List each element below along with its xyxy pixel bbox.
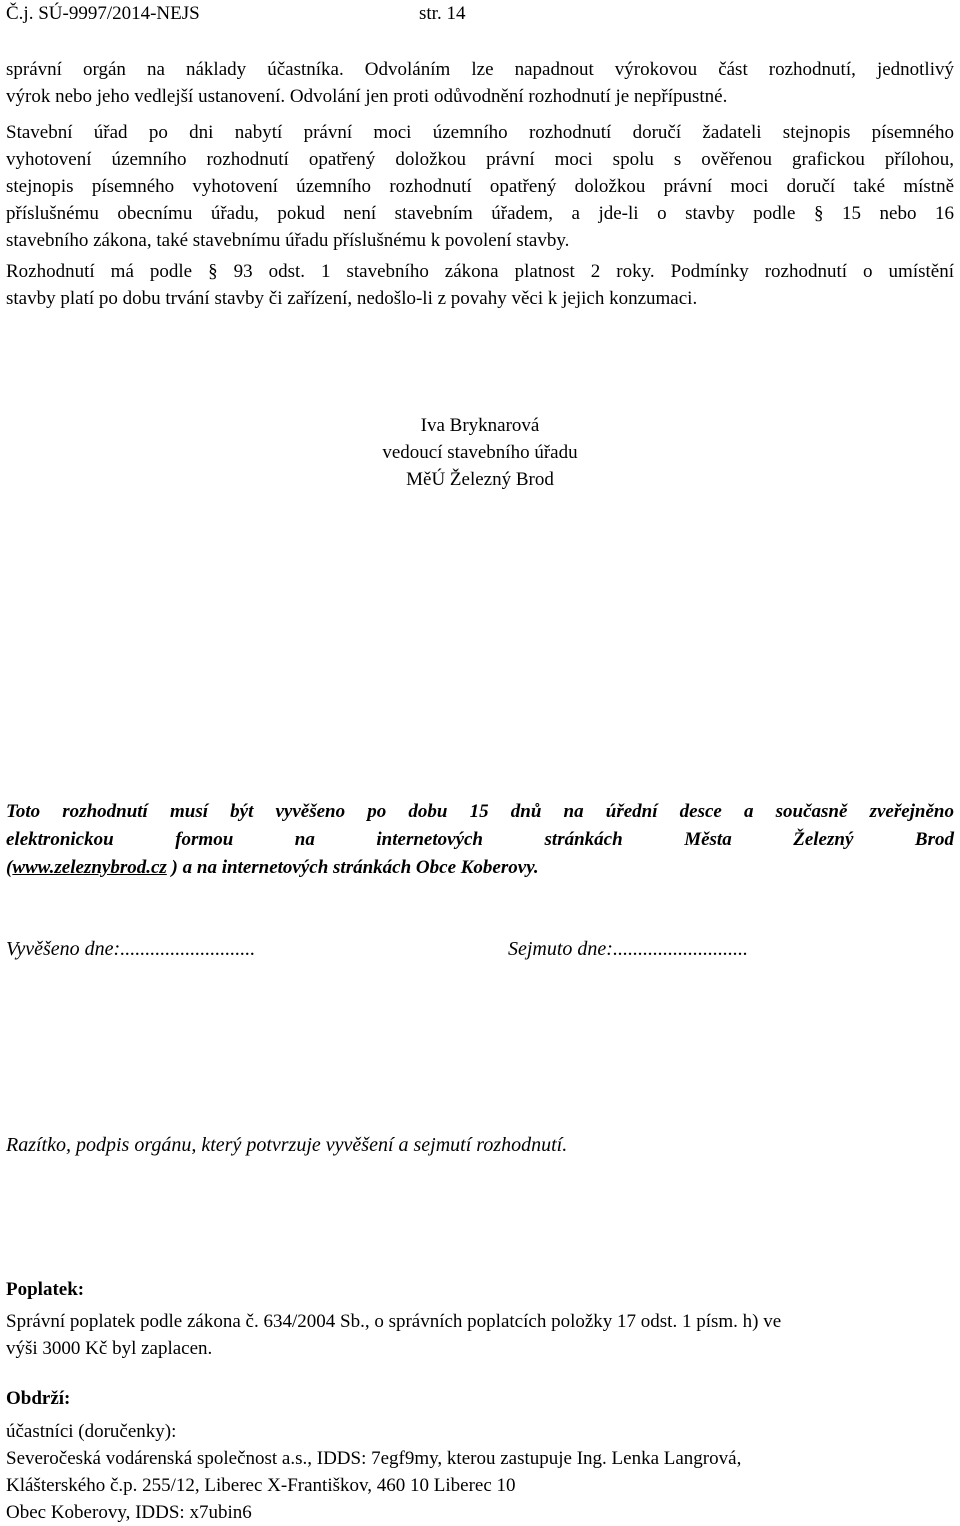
notice-line <box>6 854 954 882</box>
website-link[interactable]: www.zeleznybrod.cz <box>12 857 167 878</box>
text-line: stejnopis písemného vyhotovení územního rozhodnutí opatřený doložkou právní moci doručí také místně <box>6 176 954 197</box>
removed-date-field: Sejmuto dne:........................... <box>508 938 748 960</box>
posted-date-field: Vyvěšeno dne:........................... <box>6 938 256 960</box>
list-item: účastníci (doručenky): <box>6 1421 177 1442</box>
text-line: výrok nebo jeho vedlejší ustanovení. Odvolání jen proti odůvodnění rozhodnutí je nepřípustné. <box>6 86 728 107</box>
text-line: výši 3000 Kč byl zaplacen. <box>6 1338 213 1359</box>
notice-line-rest: ) a na internetových stránkách Obce Koberovy. <box>166 857 539 878</box>
notice-line: elektronickou formou na internetových stránkách Města Železný Brod <box>6 829 954 850</box>
appeal-paragraph <box>6 56 954 110</box>
fee-text <box>6 1308 954 1362</box>
list-item: Klášterského č.p. 255/12, Liberec X-Františkov, 460 10 Liberec 10 <box>6 1475 516 1496</box>
text-line: Stavební úřad po dni nabytí právní moci územního rozhodnutí doručí žadateli stejnopis písemného <box>6 122 954 143</box>
recipients-list <box>6 1418 954 1526</box>
stamp-instruction: Razítko, podpis orgánu, který potvrzuje vyvěšení a sejmutí rozhodnutí. <box>6 1134 568 1156</box>
notice-line: Toto rozhodnutí musí být vyvěšeno po dobu 15 dnů na úřední desce a současně zveřejněno <box>6 801 954 822</box>
text-line: stavebního zákona, také stavebnímu úřadu příslušnému k povolení stavby. <box>6 230 570 251</box>
list-item: Severočeská vodárenská společnost a.s., IDDS: 7egf9my, kterou zastupuje Ing. Lenka Langrová, <box>6 1448 742 1469</box>
signatory-office: MěÚ Železný Brod <box>406 469 554 490</box>
validity-paragraph <box>6 258 954 312</box>
list-item: Obec Koberovy, IDDS: x7ubin6 <box>6 1502 252 1523</box>
signatory-name: Iva Bryknarová <box>420 415 540 436</box>
text-line: vyhotovení územního rozhodnutí opatřený doložkou právní moci spolu s ověřenou grafickou přílohou, <box>6 149 954 170</box>
publication-notice <box>6 798 954 882</box>
text-line: stavby platí po dobu trvání stavby či zařízení, nedošlo-li z povahy věci k jejich konzumaci. <box>6 288 698 309</box>
notice-paren: ( <box>6 857 13 878</box>
text-line: správní orgán na náklady účastníka. Odvoláním lze napadnout výrokovou část rozhodnutí, jednotlivý <box>6 59 954 80</box>
signature-block <box>6 412 954 493</box>
recipients-heading: Obdrží: <box>6 1388 71 1409</box>
signatory-role: vedoucí stavebního úřadu <box>382 442 578 463</box>
text-line: Rozhodnutí má podle § 93 odst. 1 stavebního zákona platnost 2 roky. Podmínky rozhodnutí o umístění <box>6 261 954 282</box>
text-line: příslušnému obecnímu úřadu, pokud není stavebním úřadem, a jde-li o stavby podle § 15 nebo 16 <box>6 203 954 224</box>
text-line: Správní poplatek podle zákona č. 634/2004 Sb., o správních poplatcích položky 17 odst. 1 písm. h) ve <box>6 1311 782 1332</box>
fee-heading: Poplatek: <box>6 1279 85 1300</box>
delivery-paragraph <box>6 119 954 254</box>
reference-number: Č.j. SÚ-9997/2014-NEJS <box>6 3 200 24</box>
page-number: str. 14 <box>419 3 466 24</box>
